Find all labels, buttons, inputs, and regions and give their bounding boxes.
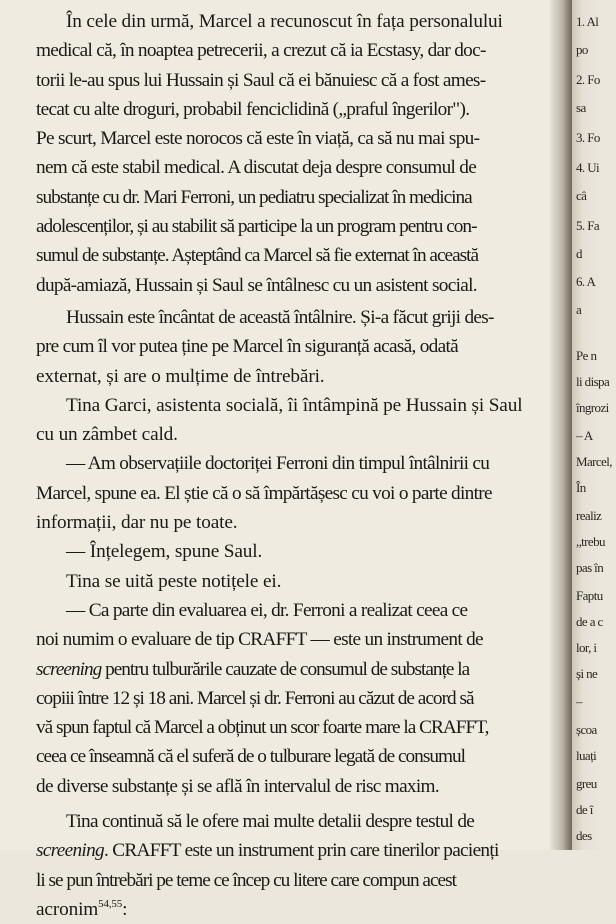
right-page-fragment: 3. Fo xyxy=(576,130,600,145)
text-line: Pe scurt, Marcel este norocos că este în viață, ca să nu mai spu- xyxy=(36,128,480,150)
text-fragment: . CRAFFT este un instrument prin care tinerilor pacienți xyxy=(103,840,499,862)
right-page-fragment: sa xyxy=(576,100,586,115)
text-line: — Am observațiile doctoriței Ferroni din timpul întâlnirii cu xyxy=(66,453,490,475)
text-line: noi numim o evaluare de tip CRAFFT — este un instrument de xyxy=(36,629,483,651)
right-page-fragment: greu xyxy=(576,776,597,791)
text-fragment: acronim xyxy=(36,898,99,920)
paragraph-7 xyxy=(36,596,548,801)
text-line: vă spun faptul că Marcel a obținut un scor foarte mare la CRAFFT, xyxy=(36,717,489,739)
right-page-fragment: 4. Ui xyxy=(576,160,600,175)
paragraph-2 xyxy=(36,303,548,391)
right-page-fragment: Marcel, xyxy=(576,454,612,469)
text-line: sumul de substanțe. Așteptând ca Marcel să fie externat în această xyxy=(36,245,479,267)
text-line: li se pun întrebări pe teme ce încep cu litere care compun acest xyxy=(36,869,456,891)
italic-term: screening xyxy=(36,840,104,862)
right-page-fragment: câ xyxy=(576,188,587,203)
right-page-fragment: pas în xyxy=(576,560,604,575)
text-line: de diverse substanțe și se află în intervalul de risc maxim. xyxy=(36,775,439,797)
right-page-fragment: a xyxy=(576,302,582,317)
paragraph-4 xyxy=(36,449,548,537)
text-line xyxy=(36,895,548,924)
text-line: Tina continuă să le ofere mai multe detalii despre testul de xyxy=(66,811,475,833)
right-page-fragment: de a c xyxy=(576,614,603,629)
paragraph-1 xyxy=(36,7,548,300)
right-page-fragment: realiz xyxy=(576,508,602,523)
text-line: substanțe cu dr. Mari Ferroni, un pediatru specializat în medicina xyxy=(36,186,472,208)
text-line: Marcel, spune ea. El știe că o să împărtășesc cu voi o parte dintre xyxy=(36,482,492,504)
body-text xyxy=(36,7,548,924)
text-fragment: : xyxy=(122,898,128,920)
right-page-fragment: po xyxy=(576,42,588,57)
right-page-fragment: Pe n xyxy=(576,348,597,363)
text-line: — Ca parte din evaluarea ei, dr. Ferroni a realizat ceea ce xyxy=(66,599,468,621)
text-line: În cele din urmă, Marcel a recunoscut în fața personalului xyxy=(66,11,503,32)
text-line: informații, dar nu pe toate. xyxy=(36,512,238,534)
text-line: adolescenților, și au stabilit să participe la un program pentru con- xyxy=(36,216,477,238)
right-page-fragment: 5. Fa xyxy=(576,218,600,233)
text-line: medical că, în noaptea petrecerii, a crezut că ia Ecstasy, dar doc- xyxy=(36,40,486,62)
right-page-fragment: Faptu xyxy=(576,588,603,603)
paragraph-6: Tina se uită peste notițele ei. xyxy=(66,570,282,592)
right-page-fragment: – xyxy=(576,694,582,709)
right-page-fragment: 6. A xyxy=(576,274,596,289)
text-line: nem că este stabil medical. A discutat deja despre consumul de xyxy=(36,157,477,179)
footnote-reference: 54,55 xyxy=(98,897,123,910)
right-page-edge xyxy=(572,0,612,850)
right-page-fragment: „trebu xyxy=(576,534,605,549)
right-page-fragment: luați xyxy=(576,748,597,763)
text-line: Tina Garci, asistenta socială, îi întâmpină pe Hussain și Saul xyxy=(66,394,523,416)
text-line: externat, și are o mulțime de întrebări. xyxy=(36,365,325,387)
right-page-fragment: d xyxy=(576,246,582,261)
book-gutter xyxy=(550,0,572,850)
paragraph-3 xyxy=(36,391,548,450)
right-page-fragment: îngrozi xyxy=(576,400,609,415)
text-line: după-amiază, Hussain și Saul se întâlnesc cu un asistent social. xyxy=(36,274,477,296)
text-line: ceea ce înseamnă că el suferă de o tulburare legată de consumul xyxy=(36,746,465,768)
right-page-fragment: des xyxy=(576,828,592,843)
right-page-fragment: 2. Fo xyxy=(576,72,600,87)
right-page-fragment: 1. Al xyxy=(576,14,599,29)
paragraph-8 xyxy=(36,807,548,924)
italic-term: screening xyxy=(36,658,102,680)
text-line: cu un zâmbet cald. xyxy=(36,424,178,446)
text-line: tecat cu alte droguri, probabil fenciclidină („praful îngerilor"). xyxy=(36,98,470,120)
paragraph-5: — Înțelegem, spune Saul. xyxy=(66,541,263,563)
right-page-fragment: li dispa xyxy=(576,374,610,389)
right-page-fragment: lor, i xyxy=(576,640,597,655)
text-fragment: pentru tulburările cauzate de consumul de substanțe la xyxy=(101,658,470,680)
text-line: torii le-au spus lui Hussain și Saul că ei bănuiesc că a fost ames- xyxy=(36,69,486,91)
text-line xyxy=(36,655,548,684)
right-page-fragment: de î xyxy=(576,802,593,817)
right-page-fragment: – A xyxy=(576,428,593,443)
text-line xyxy=(36,836,548,865)
right-page-fragment: și ne xyxy=(576,666,598,681)
text-line: copiii între 12 și 18 ani. Marcel și dr. Ferroni au căzut de acord să xyxy=(36,687,474,709)
text-line: pre cum îl vor putea ține pe Marcel în siguranță acasă, odată xyxy=(36,336,458,358)
text-line: Hussain este încântat de această întâlnire. Și-a făcut griji des- xyxy=(66,306,494,328)
right-page-fragment: școa xyxy=(576,722,597,737)
right-page-fragment: În xyxy=(576,480,586,495)
